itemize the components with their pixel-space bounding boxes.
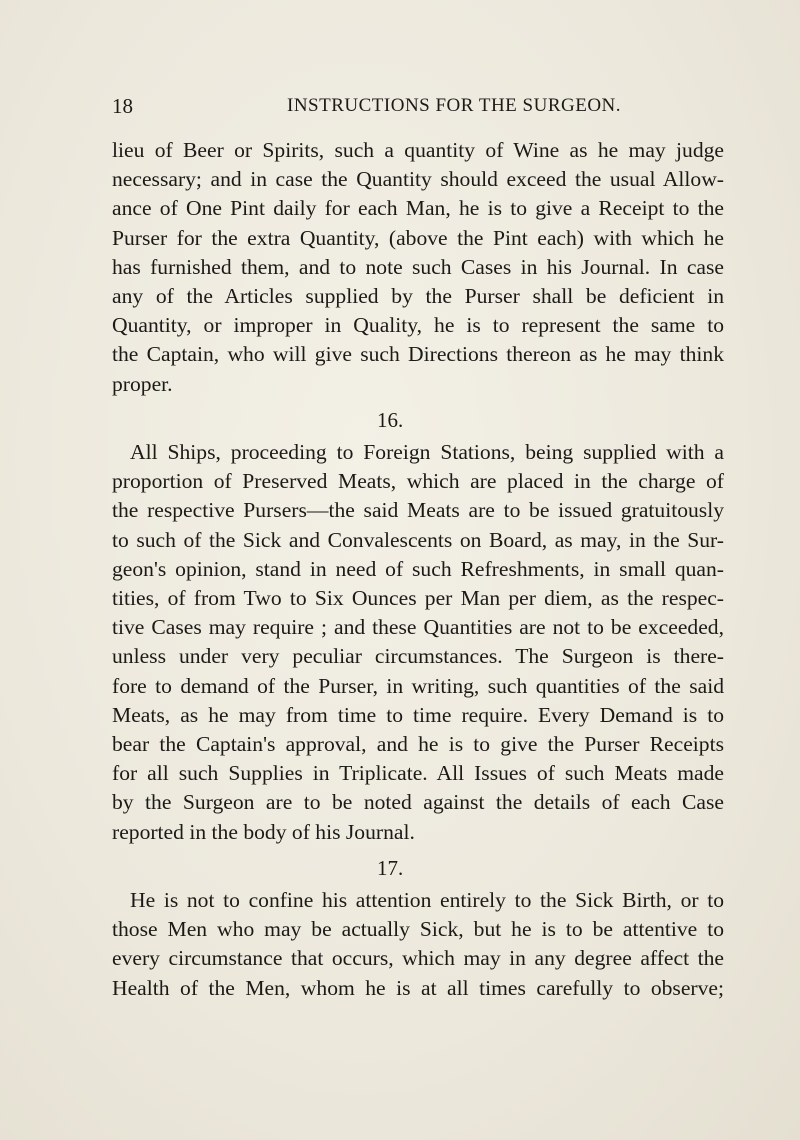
text-line: the Captain, who will give such Directions thereon as he may think xyxy=(112,342,724,367)
text-line: necessary; and in case the Quantity should exceed the usual Allow- xyxy=(112,167,724,192)
paragraph-16 xyxy=(112,438,724,847)
text-line: fore to demand of the Purser, in writing, such quantities of the said xyxy=(112,673,724,698)
text-line: every circumstance that occurs, which may in any degree affect the xyxy=(112,946,724,971)
text-line: Health of the Men, whom he is at all times carefully to observe; xyxy=(112,975,724,1000)
text-line: proportion of Preserved Meats, which are placed in the charge of xyxy=(112,469,724,494)
paragraph-continuation xyxy=(112,136,724,399)
text-line: for all such Supplies in Triplicate. All Issues of such Meats made xyxy=(112,761,724,786)
text-line: the respective Pursers—the said Meats are to be issued gratuitously xyxy=(112,498,724,523)
text-line: He is not to confine his attention entirely to the Sick Birth, or to xyxy=(130,888,724,913)
text-line: All Ships, proceeding to Foreign Stations, being supplied with a xyxy=(130,440,724,465)
text-line: Purser for the extra Quantity, (above the Pint each) with which he xyxy=(112,225,724,250)
paragraph-17 xyxy=(112,886,724,1003)
page-number: 18 xyxy=(112,94,133,118)
text-line: ance of One Pint daily for each Man, he is to give a Receipt to the xyxy=(112,196,724,221)
text-line: tive Cases may require ; and these Quantities are not to be exceeded, xyxy=(112,615,724,640)
text-line: by the Surgeon are to be noted against the details of each Case xyxy=(112,790,724,815)
text-line: those Men who may be actually Sick, but he is to be attentive to xyxy=(112,917,724,942)
text-line: unless under very peculiar circumstances. The Surgeon is there- xyxy=(112,644,724,669)
section-number-17: 17. xyxy=(377,855,404,880)
body-text xyxy=(112,136,724,1003)
text-line: geon's opinion, stand in need of such Refreshments, in small quan- xyxy=(112,556,724,581)
section-number-16: 16. xyxy=(377,407,404,432)
text-line: lieu of Beer or Spirits, such a quantity of Wine as he may judge xyxy=(112,138,724,162)
page-header xyxy=(112,91,724,121)
text-line: tities, of from Two to Six Ounces per Man per diem, as the respec- xyxy=(112,586,724,611)
text-line: reported in the body of his Journal. xyxy=(112,819,415,844)
text-line: Quantity, or improper in Quality, he is to represent the same to xyxy=(112,313,724,338)
running-head: INSTRUCTIONS FOR THE SURGEON. xyxy=(287,95,622,116)
text-line: to such of the Sick and Convalescents on Board, as may, in the Sur- xyxy=(112,527,724,552)
text-line: has furnished them, and to note such Cases in his Journal. In case xyxy=(112,254,724,279)
text-line: any of the Articles supplied by the Purser shall be deficient in xyxy=(112,284,724,309)
text-line: Meats, as he may from time to time require. Every Demand is to xyxy=(112,702,724,727)
text-line: bear the Captain's approval, and he is to give the Purser Receipts xyxy=(112,732,724,757)
text-line: proper. xyxy=(112,371,173,396)
